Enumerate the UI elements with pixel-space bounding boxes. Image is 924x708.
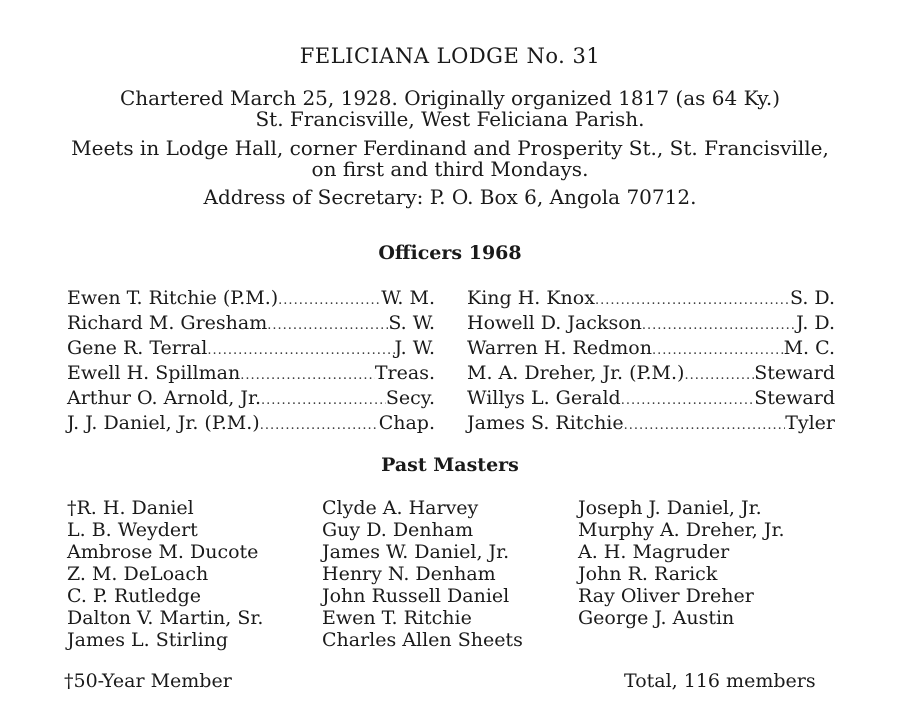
officer-office: S. D. bbox=[789, 287, 835, 309]
past-masters-heading: Past Masters bbox=[381, 454, 519, 476]
officer-name: Ewell H. Spillman bbox=[67, 362, 241, 384]
meeting-place-line: Meets in Lodge Hall, corner Ferdinand and Prosperity St., St. Francisville, bbox=[71, 136, 829, 160]
officer-row bbox=[67, 312, 435, 337]
officer-name: Ewen T. Ritchie (P.M.) bbox=[67, 287, 279, 309]
officer-name: Gene R. Terral bbox=[67, 337, 208, 359]
officer-row bbox=[67, 362, 435, 387]
officer-name: Howell D. Jackson bbox=[467, 312, 642, 334]
officer-office: Steward bbox=[754, 362, 835, 384]
officer-row bbox=[467, 287, 835, 312]
past-master-name: Charles Allen Sheets bbox=[322, 629, 523, 651]
officer-row bbox=[467, 387, 835, 412]
leader-dots bbox=[260, 415, 379, 437]
leader-dots bbox=[278, 290, 381, 312]
officer-office: Chap. bbox=[378, 412, 435, 434]
officer-name: Richard M. Gresham bbox=[67, 312, 268, 334]
officer-row bbox=[467, 412, 835, 437]
leader-dots bbox=[652, 340, 784, 362]
officer-office: S. W. bbox=[388, 312, 435, 334]
past-master-name: Murphy A. Dreher, Jr. bbox=[578, 519, 785, 541]
past-master-name: James L. Stirling bbox=[67, 629, 229, 651]
past-master-name: Z. M. DeLoach bbox=[67, 563, 209, 585]
lodge-title: FELICIANA LODGE No. 31 bbox=[299, 44, 601, 68]
past-master-name: Guy D. Denham bbox=[322, 519, 474, 541]
meeting-days-line: on first and third Mondays. bbox=[311, 157, 589, 181]
officer-name: Arthur O. Arnold, Jr. bbox=[67, 387, 262, 409]
officers-heading: Officers 1968 bbox=[378, 242, 522, 264]
past-master-name: C. P. Rutledge bbox=[67, 585, 202, 607]
officer-office: W. M. bbox=[381, 287, 435, 309]
fifty-year-footnote: †50-Year Member bbox=[64, 670, 232, 692]
past-master-name: Dalton V. Martin, Sr. bbox=[67, 607, 264, 629]
past-master-name: Henry N. Denham bbox=[322, 563, 496, 585]
past-master-name: John Russell Daniel bbox=[322, 585, 510, 607]
past-master-name: †R. H. Daniel bbox=[67, 497, 194, 519]
officer-office: J. W. bbox=[394, 337, 435, 359]
officer-name: Warren H. Redmon bbox=[467, 337, 652, 359]
past-master-name: James W. Daniel, Jr. bbox=[322, 541, 510, 563]
leader-dots bbox=[267, 315, 388, 337]
leader-dots bbox=[240, 365, 375, 387]
leader-dots bbox=[684, 365, 754, 387]
officers-left-column bbox=[67, 287, 435, 437]
location-line: St. Francisville, West Feliciana Parish. bbox=[255, 107, 645, 131]
past-master-name: Ewen T. Ritchie bbox=[322, 607, 472, 629]
secretary-address-line: Address of Secretary: P. O. Box 6, Angola 70712. bbox=[203, 185, 697, 209]
leader-dots bbox=[261, 390, 386, 412]
officer-name: M. A. Dreher, Jr. (P.M.) bbox=[467, 362, 685, 384]
charter-line: Chartered March 25, 1928. Originally organized 1817 (as 64 Ky.) bbox=[119, 86, 781, 110]
past-masters-column-3 bbox=[578, 497, 785, 629]
officer-office: M. C. bbox=[783, 337, 835, 359]
past-master-name: Joseph J. Daniel, Jr. bbox=[578, 497, 762, 519]
leader-dots bbox=[621, 390, 755, 412]
leader-dots bbox=[207, 340, 394, 362]
past-masters-column-2 bbox=[322, 497, 523, 651]
officer-name: James S. Ritchie bbox=[467, 412, 624, 434]
past-master-name: George J. Austin bbox=[578, 607, 735, 629]
past-master-name: L. B. Weydert bbox=[67, 519, 198, 541]
officer-office: J. D. bbox=[796, 312, 835, 334]
officer-row bbox=[67, 337, 435, 362]
officer-row bbox=[467, 312, 835, 337]
past-master-name: Ambrose M. Ducote bbox=[67, 541, 259, 563]
officer-name: King H. Knox bbox=[467, 287, 595, 309]
leader-dots bbox=[595, 290, 790, 312]
officer-row bbox=[467, 362, 835, 387]
past-master-name: A. H. Magruder bbox=[578, 541, 730, 563]
total-members: Total, 116 members bbox=[624, 670, 816, 692]
past-master-name: Ray Oliver Dreher bbox=[578, 585, 754, 607]
officer-name: Willys L. Gerald bbox=[467, 387, 621, 409]
past-master-name: Clyde A. Harvey bbox=[322, 497, 479, 519]
officer-name: J. J. Daniel, Jr. (P.M.) bbox=[67, 412, 260, 434]
officer-row bbox=[67, 387, 435, 412]
officer-row bbox=[67, 412, 435, 437]
leader-dots bbox=[624, 415, 786, 437]
officer-office: Tyler bbox=[785, 412, 835, 434]
officer-row bbox=[467, 337, 835, 362]
officer-office: Steward bbox=[754, 387, 835, 409]
leader-dots bbox=[642, 315, 796, 337]
officers-right-column bbox=[467, 287, 835, 437]
past-masters-column-1 bbox=[67, 497, 263, 651]
officer-office: Treas. bbox=[374, 362, 435, 384]
past-master-name: John R. Rarick bbox=[578, 563, 718, 585]
officer-office: Secy. bbox=[385, 387, 435, 409]
officer-row bbox=[67, 287, 435, 312]
